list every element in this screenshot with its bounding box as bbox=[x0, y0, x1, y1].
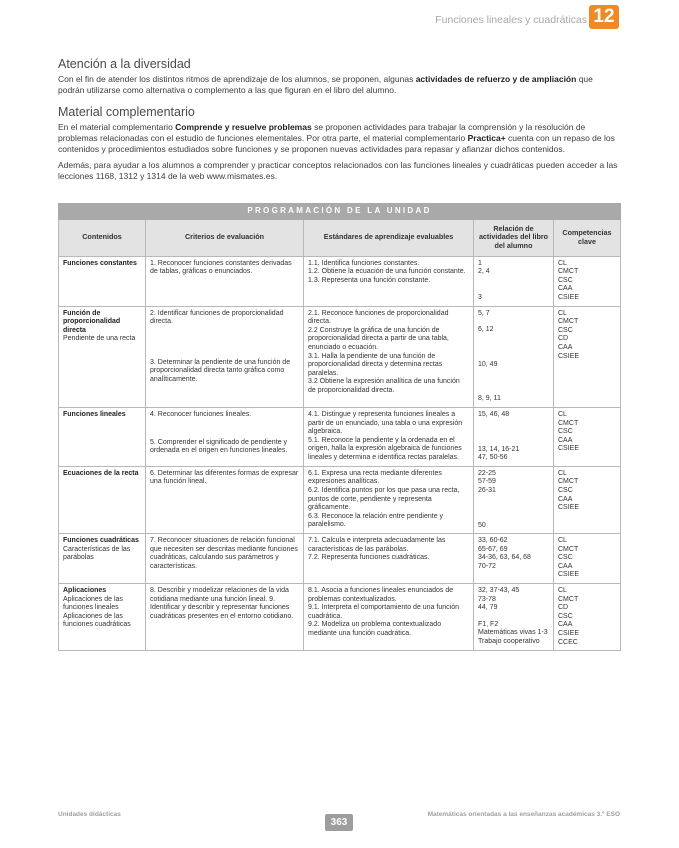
competence: CMCT bbox=[558, 478, 579, 486]
criterion: 5. Comprender el significado de pendiente y ordenada en el origen en funciones lineales. bbox=[150, 438, 288, 455]
activity: 34-36, 63, 64, 68 bbox=[478, 554, 531, 562]
standard: 4.1. Distingue y representa funciones lineales a partir de un enunciado, una tabla o una expresión algebraica. bbox=[308, 410, 463, 436]
competence: CCEC bbox=[558, 638, 578, 646]
table-row bbox=[59, 256, 621, 306]
activities-cell bbox=[474, 466, 554, 533]
content-cell bbox=[59, 407, 146, 466]
competence: CL bbox=[558, 469, 567, 477]
bold-run: actividades de refuerzo y de ampliación bbox=[415, 74, 577, 84]
competence: CSIEE bbox=[558, 571, 580, 579]
table-title: PROGRAMACIÓN DE LA UNIDAD bbox=[59, 204, 621, 220]
competence: CAA bbox=[558, 436, 573, 444]
table-row bbox=[59, 584, 621, 651]
standard: 6.3. Reconoce la relación entre pendiente y paralelismo. bbox=[308, 512, 444, 529]
competences-cell bbox=[554, 256, 621, 306]
activities-cell bbox=[474, 584, 554, 651]
criteria-cell bbox=[146, 584, 304, 651]
competences-cell bbox=[554, 534, 621, 584]
competence: CMCT bbox=[558, 545, 579, 553]
activities-cell bbox=[474, 534, 554, 584]
standard: 7.1. Calcula e interpreta adecuadamente las características de las parábolas. bbox=[308, 537, 446, 553]
criterion: 4. Reconocer funciones lineales. bbox=[150, 410, 252, 418]
activity: 8, 9, 11 bbox=[478, 395, 501, 403]
standard: 8.1. Asocia a funciones lineales enunciados de problemas contextualizados. bbox=[308, 587, 454, 603]
content-subtitle: Aplicaciones de las funciones lineales Aplicaciones de las funciones cuadráticas bbox=[63, 595, 131, 629]
competence: CMCT bbox=[558, 595, 579, 603]
criterion: 3. Determinar la pendiente de una función de proporcionalidad directa tanto gráfica como analíticamente. bbox=[150, 358, 291, 383]
column-header: Competencias clave bbox=[554, 219, 621, 256]
criteria-cell bbox=[146, 407, 304, 466]
standard: 9.1. Interpreta el comportamiento de una función cuadrática. bbox=[308, 604, 459, 620]
competence: CSIEE bbox=[558, 445, 580, 453]
activity: 57-59 bbox=[478, 478, 496, 486]
material-heading: Material complementario bbox=[58, 105, 195, 119]
content-title: Aplicaciones bbox=[63, 587, 107, 595]
criterion: 2. Identificar funciones de proporcionalidad directa. bbox=[150, 309, 284, 326]
table-row bbox=[59, 407, 621, 466]
footer-right: Matemáticas orientadas a las enseñanzas académicas 3.º ESO bbox=[427, 811, 620, 818]
standard: 1.1. Identifica funciones constantes. bbox=[308, 259, 420, 267]
content-cell bbox=[59, 534, 146, 584]
activity: 1 bbox=[478, 259, 482, 267]
competence: CL bbox=[558, 309, 567, 317]
criterion: 1. Reconocer funciones constantes derivadas de tablas, gráficas o enunciados. bbox=[150, 259, 292, 276]
standard: 1.2. Obtiene la ecuación de una función constante. bbox=[308, 268, 466, 276]
activities-cell bbox=[474, 407, 554, 466]
activities-cell bbox=[474, 306, 554, 407]
activity: 73-78 bbox=[478, 595, 496, 603]
activity: 22-25 bbox=[478, 469, 496, 477]
competences-cell bbox=[554, 407, 621, 466]
competences-cell bbox=[554, 584, 621, 651]
criterion: 6. Determinar las diferentes formas de expresar una función lineal. bbox=[150, 469, 299, 486]
activity: 13, 14, 16-21 bbox=[478, 445, 520, 453]
competence: CAA bbox=[558, 621, 573, 629]
content-cell bbox=[59, 306, 146, 407]
activity: 2, 4 bbox=[478, 268, 490, 276]
material-paragraph-1 bbox=[58, 122, 620, 155]
standards-cell bbox=[304, 256, 474, 306]
programming-table bbox=[58, 203, 621, 651]
activity: Matemáticas vivas 1-3 bbox=[478, 629, 548, 637]
competence: CAA bbox=[558, 343, 573, 351]
activity: 5, 7 bbox=[478, 309, 490, 317]
text-run: que podrán utilizarse como alternativa o complemento a las que figuran en el libro del alumno. bbox=[58, 74, 593, 95]
footer-left: Unidades didácticas bbox=[58, 811, 121, 818]
competence: CD bbox=[558, 604, 569, 612]
criteria-cell bbox=[146, 256, 304, 306]
activity: 44, 79 bbox=[478, 604, 498, 612]
content-cell bbox=[59, 584, 146, 651]
competence: CSC bbox=[558, 486, 573, 494]
column-header: Estándares de aprendizaje evaluables bbox=[304, 219, 474, 256]
criteria-cell bbox=[146, 534, 304, 584]
competence: CMCT bbox=[558, 419, 579, 427]
competence: CL bbox=[558, 259, 567, 267]
competence: CMCT bbox=[558, 318, 579, 326]
standard: 5.1. Reconoce la pendiente y la ordenada en el origen, halla la expresión algebraica de funciones lineales y determina e identifica rectas paralelas. bbox=[308, 436, 462, 461]
activity: 3 bbox=[478, 293, 482, 301]
diversity-heading: Atención a la diversidad bbox=[58, 57, 191, 71]
competence: CD bbox=[558, 335, 569, 343]
competence: CSIEE bbox=[558, 293, 580, 301]
standards-cell bbox=[304, 407, 474, 466]
activity: 33, 60-62 bbox=[478, 537, 508, 545]
activity: 70-72 bbox=[478, 562, 496, 570]
material-paragraph-2: Además, para ayudar a los alumnos a comprender y practicar conceptos relacionados con las funciones lineales y cuadráticas pueden acceder a las lecciones 1168, 1312 y 1314 de la web www.mismates.es. bbox=[58, 160, 618, 181]
standard: 2.1. Reconoce funciones de proporcionalidad directa. bbox=[308, 309, 449, 326]
competence: CSIEE bbox=[558, 504, 580, 512]
standards-cell bbox=[304, 584, 474, 651]
standard: 3.2 Obtiene la expresión analítica de una función de proporcionalidad directa. bbox=[308, 378, 460, 394]
competence: CSC bbox=[558, 612, 573, 620]
chapter-title: Funciones lineales y cuadráticas bbox=[435, 14, 587, 26]
table-row bbox=[59, 466, 621, 533]
standards-cell bbox=[304, 466, 474, 533]
activity: 32, 37-43, 45 bbox=[478, 587, 520, 595]
text-run: En el material complementario bbox=[58, 122, 176, 132]
criteria-cell bbox=[146, 466, 304, 533]
activity: 6, 12 bbox=[478, 326, 494, 334]
competence: CAA bbox=[558, 562, 573, 570]
diversity-paragraph bbox=[58, 74, 620, 96]
competence: CSIEE bbox=[558, 630, 580, 638]
standard: 6.1. Expresa una recta mediante diferentes expresiones analíticas. bbox=[308, 469, 442, 486]
competence: CL bbox=[558, 587, 567, 595]
table-row bbox=[59, 534, 621, 584]
content-title: Funciones lineales bbox=[63, 410, 126, 418]
competence: CSC bbox=[558, 326, 573, 334]
content-subtitle: Características de las parábolas bbox=[63, 545, 131, 562]
column-header: Contenidos bbox=[59, 219, 146, 256]
activity: 65-67, 69 bbox=[478, 545, 508, 553]
competence: CSC bbox=[558, 428, 573, 436]
content-title: Funciones cuadráticas bbox=[63, 537, 139, 545]
table-row bbox=[59, 306, 621, 407]
activity: 15, 46, 48 bbox=[478, 410, 510, 418]
competence: CAA bbox=[558, 495, 573, 503]
column-header: Relación de actividades del libro del alumno bbox=[474, 219, 554, 256]
chapter-number-badge: 12 bbox=[589, 5, 619, 29]
competence: CSC bbox=[558, 554, 573, 562]
text-run: Con el fin de atender los distintos ritmos de aprendizaje de los alumnos, se proponen, algunas bbox=[58, 74, 416, 84]
standard: 6.2. Identifica puntos por los que pasa una recta, puntos de corte, pendiente y representa gráficamente. bbox=[308, 486, 460, 512]
criteria-cell bbox=[146, 306, 304, 407]
activity: F1, F2 bbox=[478, 620, 499, 628]
competence: CL bbox=[558, 410, 567, 418]
competences-cell bbox=[554, 466, 621, 533]
standards-cell bbox=[304, 306, 474, 407]
intro-section bbox=[58, 57, 620, 187]
bold-run: Comprende y resuelve problemas bbox=[175, 122, 312, 132]
criterion: 8. Describir y modelizar relaciones de la vida cotidiana mediante una función lineal. 9. Identificar y describir y representar funciones cuadráticas presentes en el entorno cotidiano. bbox=[150, 587, 294, 620]
competence: CMCT bbox=[558, 268, 579, 276]
criterion: 7. Reconocer situaciones de relación funcional que necesiten ser descritas mediante funciones cuadráticas, calculando sus parámetros y características. bbox=[150, 537, 298, 570]
activity: 50 bbox=[478, 521, 486, 529]
standard: 1.3. Representa una función constante. bbox=[308, 276, 431, 284]
standard: 2.2 Construye la gráfica de una función de proporcionalidad directa a partir de una tabla, enunciado o ecuación. bbox=[308, 326, 449, 351]
activities-cell bbox=[474, 256, 554, 306]
activity: 47, 50-56 bbox=[478, 454, 508, 462]
standards-cell bbox=[304, 534, 474, 584]
text-run: cuenta con un repaso de los contenidos y procedimientos estudiados sobre funciones y se proponen nuevas actividades para repasar y afianzar dichos contenidos. bbox=[58, 133, 615, 154]
competence: CSIEE bbox=[558, 352, 580, 360]
standard: 9.2. Modeliza un problema contextualizado mediante una función cuadrática. bbox=[308, 621, 442, 638]
competence: CSC bbox=[558, 276, 573, 284]
column-header: Criterios de evaluación bbox=[146, 219, 304, 256]
content-title: Ecuaciones de la recta bbox=[63, 469, 139, 477]
content-title: Función de proporcionalidad directa bbox=[63, 309, 121, 334]
content-cell bbox=[59, 466, 146, 533]
competence: CAA bbox=[558, 285, 573, 293]
page-number: 363 bbox=[325, 814, 353, 831]
content-title: Funciones constantes bbox=[63, 259, 137, 267]
text-run: se proponen actividades para trabajar la comprensión y la resolución de problemas relacionadas con el estudio de funciones elementales. Por otra parte, el material complementario bbox=[58, 122, 586, 143]
standard: 7.2. Representa funciones cuadráticas. bbox=[308, 554, 430, 562]
activity: 10, 49 bbox=[478, 360, 498, 368]
content-cell bbox=[59, 256, 146, 306]
bold-run: Practica+ bbox=[467, 133, 506, 143]
content-subtitle: Pendiente de una recta bbox=[63, 335, 136, 343]
competence: CL bbox=[558, 537, 567, 545]
standard: 3.1. Halla la pendiente de una función de proporcionalidad directa y determina rectas paralelas. bbox=[308, 352, 443, 377]
activity: 26-31 bbox=[478, 486, 496, 494]
activity: Trabajo cooperativo bbox=[478, 638, 540, 646]
competences-cell bbox=[554, 306, 621, 407]
